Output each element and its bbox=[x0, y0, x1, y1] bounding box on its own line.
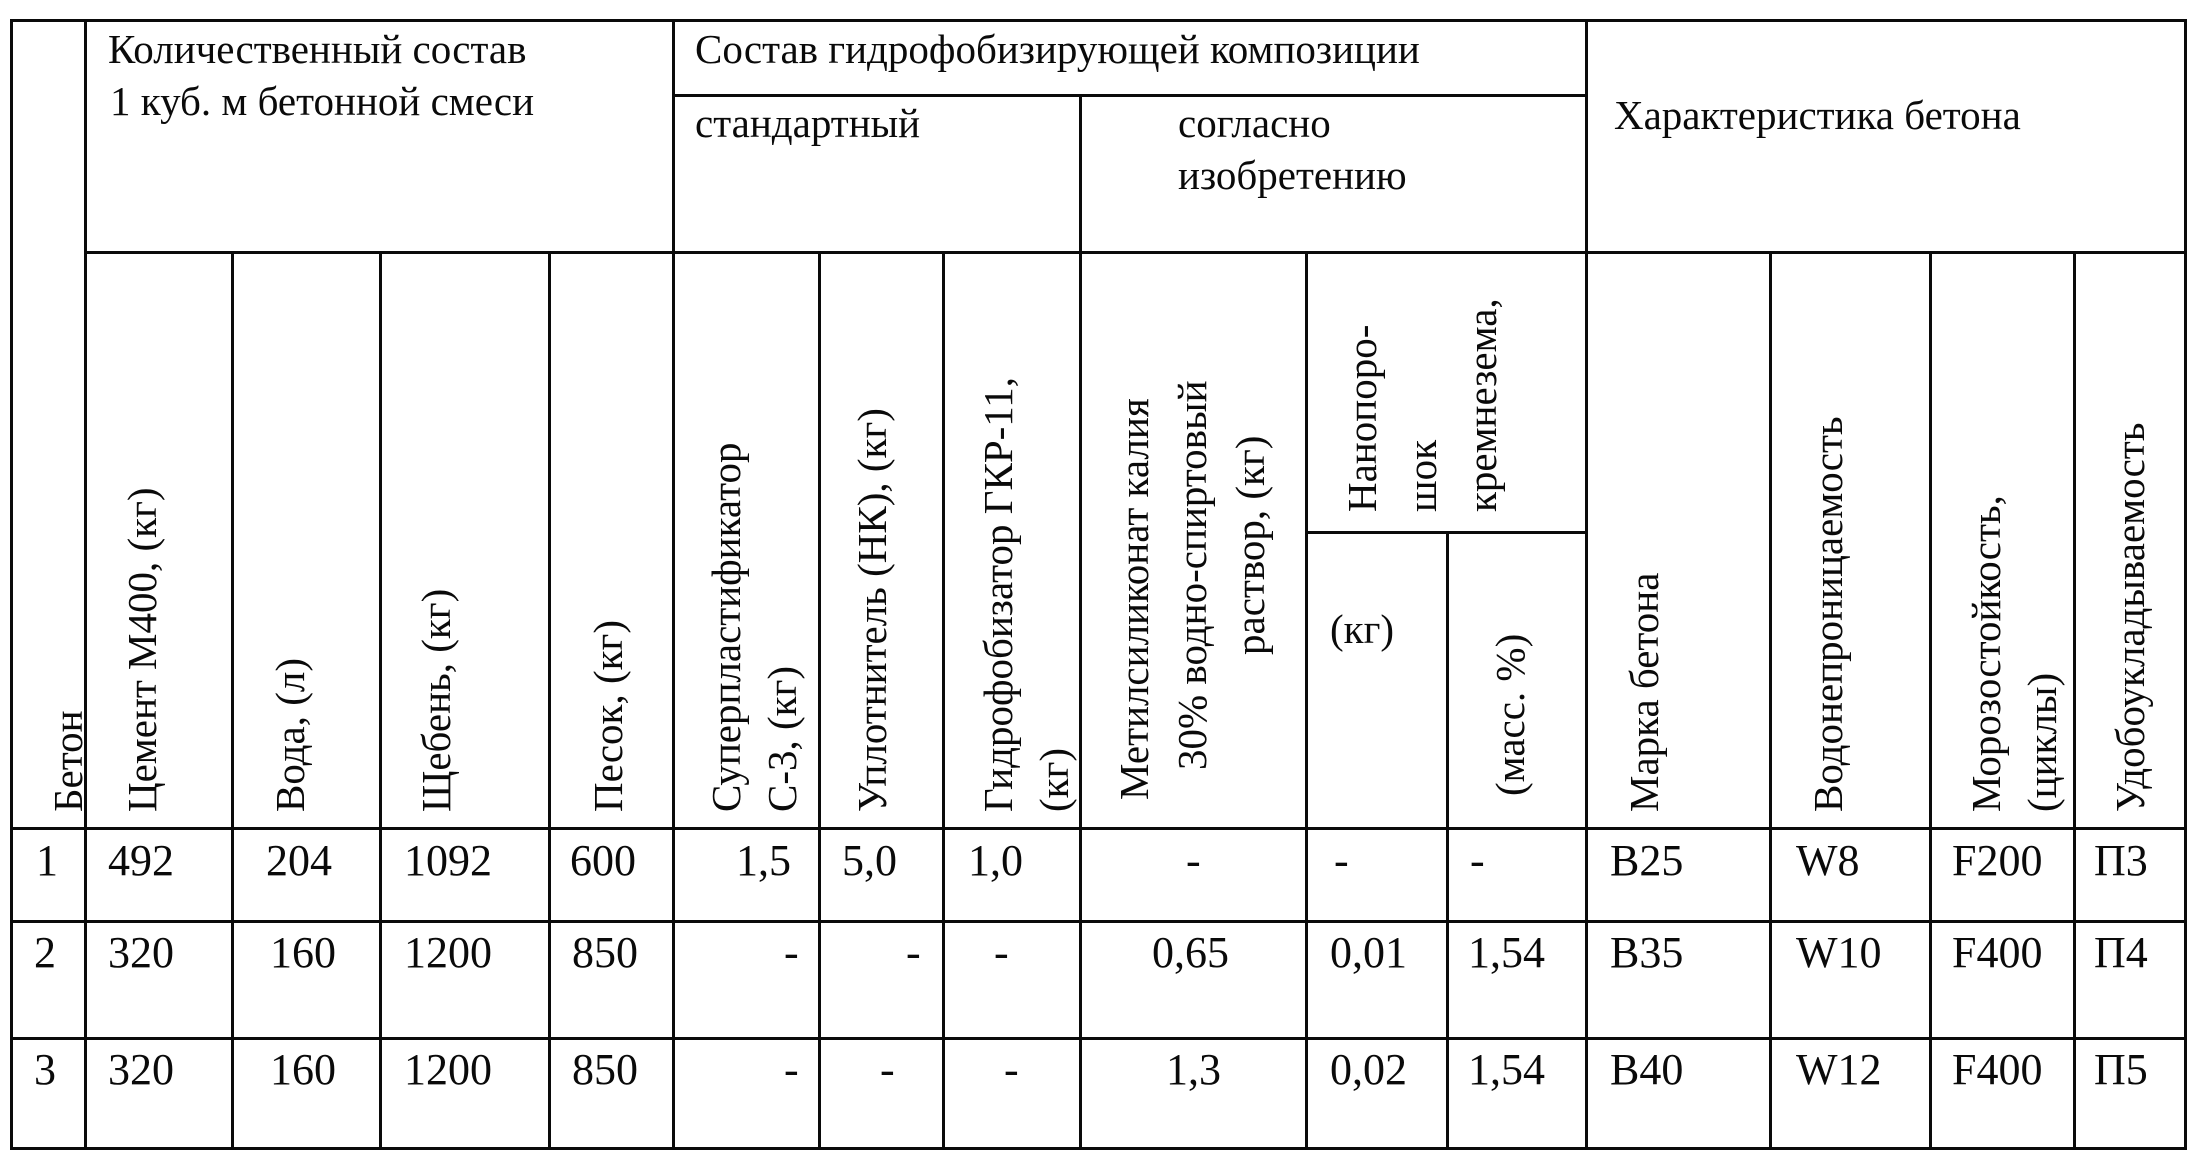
col-rule bbox=[1446, 531, 1449, 1150]
col-rule bbox=[818, 251, 821, 1150]
cell-nano-pct: - bbox=[1470, 836, 1485, 885]
border-right bbox=[2184, 19, 2187, 1150]
cell-frost: F400 bbox=[1952, 928, 2043, 977]
cell-water-resistance: W12 bbox=[1796, 1045, 1882, 1094]
cell-id: 3 bbox=[34, 1045, 56, 1094]
rule-header-bottom bbox=[10, 827, 2187, 830]
rule-row-1 bbox=[10, 920, 2187, 923]
header-gravel: Щебень, (кг) bbox=[413, 588, 459, 812]
header-nanopowder-3: кремнезема, bbox=[1459, 298, 1505, 512]
col-rule bbox=[379, 251, 382, 1150]
cell-hydrophobizer: - bbox=[994, 928, 1009, 977]
header-nanopowder-pct: (масс. %) bbox=[1487, 633, 1533, 796]
cell-methylsiliconate: - bbox=[1186, 836, 1201, 885]
group-characteristics-label: Характеристика бетона bbox=[1614, 92, 2021, 138]
cell-id: 1 bbox=[36, 836, 58, 885]
col-rule bbox=[548, 251, 551, 1150]
cell-workability: П4 bbox=[2094, 928, 2148, 977]
cell-grade: B25 bbox=[1610, 836, 1684, 885]
col-rule bbox=[1585, 19, 1588, 1150]
header-superplasticizer-2: С-3, (кг) bbox=[759, 665, 805, 812]
header-nanopowder-kg-label: (кг) bbox=[1330, 606, 1395, 652]
cell-gravel: 1200 bbox=[404, 1045, 492, 1094]
col-rule bbox=[1769, 251, 1772, 1150]
cell-hydrophobizer: 1,0 bbox=[968, 836, 1023, 885]
cell-nano-pct: 1,54 bbox=[1468, 1045, 1545, 1094]
cell-sand: 850 bbox=[572, 1045, 638, 1094]
group-quantity-label-2: 1 куб. м бетонной смеси bbox=[110, 78, 535, 124]
cell-grade: B40 bbox=[1610, 1045, 1684, 1094]
group-invention-label: согласно bbox=[1178, 100, 1331, 146]
cell-workability: П5 bbox=[2094, 1045, 2148, 1094]
cell-hydrophobizer: - bbox=[1004, 1045, 1019, 1094]
header-sand: Песок, (кг) bbox=[585, 620, 631, 812]
cell-nano-pct: 1,54 bbox=[1468, 928, 1545, 977]
border-bottom bbox=[10, 1147, 2187, 1150]
cell-cement: 320 bbox=[108, 1045, 174, 1094]
group-standard-label: стандартный bbox=[695, 100, 921, 146]
rule-row-2 bbox=[10, 1037, 2187, 1040]
header-nanopowder: Нанопоро- bbox=[1339, 324, 1385, 512]
col-rule bbox=[1929, 251, 1932, 1150]
cell-superplasticizer: 1,5 bbox=[736, 836, 791, 885]
group-quantity-label: Количественный состав bbox=[108, 26, 527, 72]
col-rule bbox=[672, 19, 675, 1150]
rule-group-header bbox=[85, 251, 2186, 254]
cell-grade: B35 bbox=[1610, 928, 1684, 977]
cell-nano-kg: - bbox=[1334, 836, 1349, 885]
cell-gravel: 1200 bbox=[404, 928, 492, 977]
cell-methylsiliconate: 0,65 bbox=[1152, 928, 1229, 977]
border-left bbox=[10, 19, 13, 1150]
rule-composition-group bbox=[673, 94, 1586, 97]
cell-frost: F200 bbox=[1952, 836, 2043, 885]
cell-water: 204 bbox=[266, 836, 332, 885]
cell-frost: F400 bbox=[1952, 1045, 2043, 1094]
group-composition-label: Состав гидрофобизирующей композиции bbox=[695, 26, 1420, 72]
header-methylsiliconate-3: раствор, (кг) bbox=[1227, 435, 1273, 655]
header-sealant: Уплотнитель (НК), (кг) bbox=[849, 408, 895, 812]
cell-water-resistance: W8 bbox=[1796, 836, 1860, 885]
header-water: Вода, (л) bbox=[267, 658, 313, 812]
header-methylsiliconate: Метилсиликонат калия bbox=[1111, 398, 1157, 800]
col-rule bbox=[1079, 94, 1082, 1150]
cell-water-resistance: W10 bbox=[1796, 928, 1882, 977]
header-workability: Удобоукладываемость bbox=[2107, 422, 2153, 812]
col-rule bbox=[1305, 251, 1308, 1150]
cell-sand: 600 bbox=[570, 836, 636, 885]
cell-nano-kg: 0,01 bbox=[1330, 928, 1407, 977]
cell-sealant: 5,0 bbox=[842, 836, 897, 885]
header-superplasticizer: Суперпластификатор bbox=[703, 442, 749, 812]
col-rule bbox=[231, 251, 234, 1150]
cell-nano-kg: 0,02 bbox=[1330, 1045, 1407, 1094]
header-hydrophobizer: Гидрофобизатор ГКР-11, bbox=[975, 376, 1021, 812]
header-grade: Марка бетона bbox=[1621, 572, 1667, 812]
header-concrete: Бетон bbox=[45, 710, 91, 812]
header-nanopowder-2: шок bbox=[1399, 440, 1445, 512]
col-rule bbox=[84, 19, 87, 1150]
cell-water: 160 bbox=[270, 928, 336, 977]
cell-sealant: - bbox=[906, 928, 921, 977]
cell-cement: 492 bbox=[108, 836, 174, 885]
header-cement: Цемент М400, (кг) bbox=[119, 487, 165, 812]
header-water-resistance: Водонепроницаемость bbox=[1805, 416, 1851, 812]
cell-workability: П3 bbox=[2094, 836, 2148, 885]
col-rule bbox=[2073, 251, 2076, 1150]
cell-superplasticizer: - bbox=[784, 928, 799, 977]
cell-sand: 850 bbox=[572, 928, 638, 977]
cell-methylsiliconate: 1,3 bbox=[1166, 1045, 1221, 1094]
cell-water: 160 bbox=[270, 1045, 336, 1094]
cell-cement: 320 bbox=[108, 928, 174, 977]
cell-superplasticizer: - bbox=[784, 1045, 799, 1094]
header-methylsiliconate-2: 30% водно-спиртовый bbox=[1169, 380, 1215, 770]
header-hydrophobizer-2: (кг) bbox=[1031, 747, 1077, 812]
cell-gravel: 1092 bbox=[404, 836, 492, 885]
group-invention-label-2: изобретению bbox=[1178, 152, 1407, 198]
col-rule bbox=[942, 251, 945, 1150]
cell-id: 2 bbox=[34, 928, 56, 977]
header-frost: Морозостойкость, bbox=[1963, 495, 2009, 812]
border-top bbox=[10, 19, 2187, 22]
header-frost-2: (циклы) bbox=[2019, 672, 2065, 812]
cell-sealant: - bbox=[880, 1045, 895, 1094]
